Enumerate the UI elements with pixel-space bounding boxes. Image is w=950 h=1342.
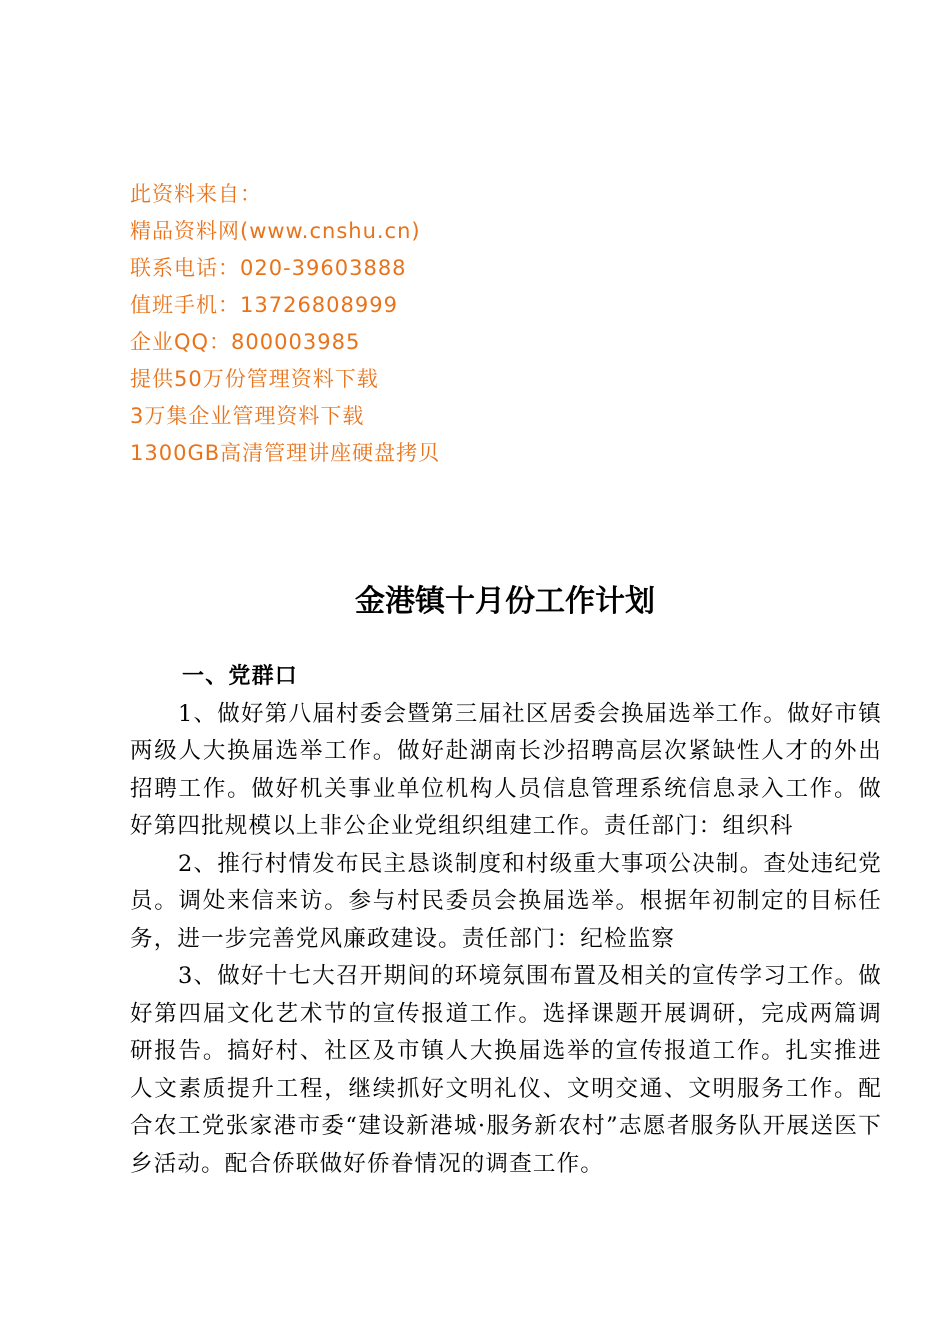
ad-line-offer-3: 1300GB高清管理讲座硬盘拷贝 bbox=[130, 441, 441, 465]
ad-line-website: 精品资料网(www.cnshu.cn) bbox=[130, 219, 421, 243]
ad-line-phone: 联系电话：020-39603888 bbox=[130, 256, 407, 280]
ad-line-mobile: 值班手机：13726808999 bbox=[130, 293, 398, 317]
source-ad-block bbox=[130, 176, 440, 472]
paragraph-1: 1、做好第八届村委会暨第三届社区居委会换届选举工作。做好市镇两级人大换届选举工作。做好赴湖南长沙招聘高层次紧缺性人才的外出招聘工作。做好机关事业单位机构人员信息管理系统信息录入工作。做好第四批规模以上非公企业党组织组建工作。责任部门：组织科 bbox=[130, 700, 882, 839]
paragraph-3: 3、做好十七大召开期间的环境氛围布置及相关的宣传学习工作。做好第四届文化艺术节的宣传报道工作。选择课题开展调研，完成两篇调研报告。搞好村、社区及市镇人大换届选举的宣传报道工作。扎实推进人文素质提升工程，继续抓好文明礼仪、文明交通、文明服务工作。配合农工党张家港市委“建设新港城·服务新农村”志愿者服务队开展送医下乡活动。配合侨联做好侨眷情况的调查工作。 bbox=[130, 963, 882, 1177]
paragraph-2: 2、推行村情发布民主恳谈制度和村级重大事项公决制。查处违纪党员。调处来信来访。参与村民委员会换届选举。根据年初制定的目标任务，进一步完善党风廉政建设。责任部门：纪检监察 bbox=[130, 850, 882, 952]
ad-line-offer-1: 提供50万份管理资料下载 bbox=[130, 367, 379, 391]
ad-line-offer-2: 3万集企业管理资料下载 bbox=[130, 404, 365, 428]
ad-line-source: 此资料来自： bbox=[130, 182, 262, 206]
document-title: 金港镇十月份工作计划 bbox=[355, 584, 655, 619]
section-heading: 一、党群口 bbox=[182, 664, 299, 689]
document-body bbox=[130, 658, 882, 1183]
ad-line-qq: 企业QQ：800003985 bbox=[130, 330, 361, 354]
